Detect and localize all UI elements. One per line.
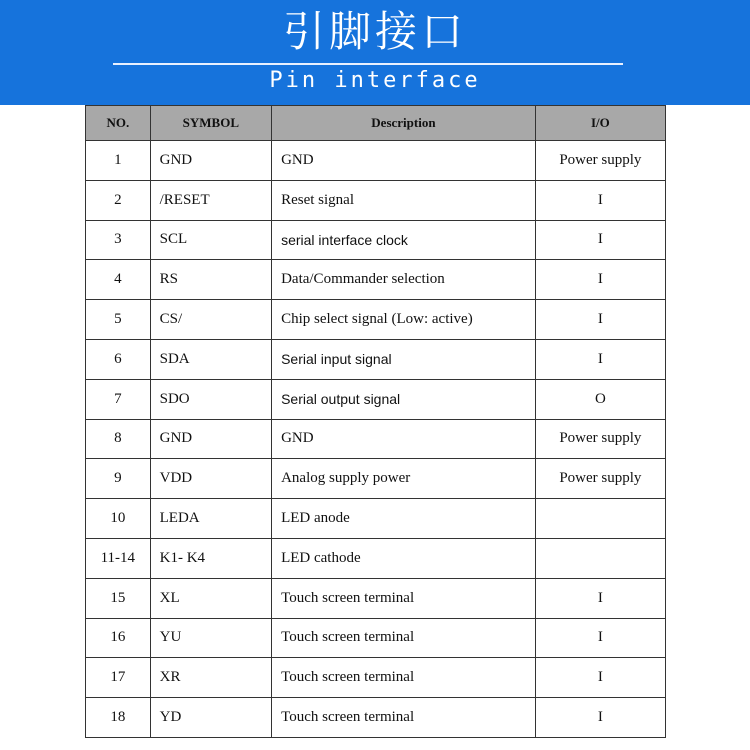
- pin-table: [85, 105, 666, 738]
- table-row: [86, 300, 666, 340]
- cell-no: 4: [86, 260, 151, 300]
- cell-no: 5: [86, 300, 151, 340]
- cell-symbol: LEDA: [150, 499, 271, 539]
- table-row: [86, 339, 666, 379]
- cell-no: 3: [86, 220, 151, 260]
- cell-symbol: YD: [150, 698, 271, 738]
- cell-no: 11-14: [86, 538, 151, 578]
- cell-no: 2: [86, 180, 151, 220]
- cell-description: Touch screen terminal: [272, 698, 536, 738]
- cell-description: Serial input signal: [272, 339, 536, 379]
- cell-io: Power supply: [535, 419, 665, 459]
- cell-symbol: GND: [150, 419, 271, 459]
- cell-symbol: YU: [150, 618, 271, 658]
- table-row: [86, 618, 666, 658]
- cell-description: Reset signal: [272, 180, 536, 220]
- cell-io: I: [535, 180, 665, 220]
- cell-symbol: SDA: [150, 339, 271, 379]
- cell-description: LED anode: [272, 499, 536, 539]
- cell-io: I: [535, 339, 665, 379]
- table-row: [86, 578, 666, 618]
- cell-description: LED cathode: [272, 538, 536, 578]
- table-row: [86, 419, 666, 459]
- cell-symbol: SCL: [150, 220, 271, 260]
- table-row: [86, 260, 666, 300]
- table-row: [86, 658, 666, 698]
- cell-no: 7: [86, 379, 151, 419]
- title-chinese: 引脚接口: [282, 7, 467, 56]
- title-english: Pin interface: [269, 68, 481, 93]
- cell-description: GND: [272, 419, 536, 459]
- cell-no: 9: [86, 459, 151, 499]
- table-row: [86, 220, 666, 260]
- cell-description: GND: [272, 141, 536, 181]
- table-row: [86, 180, 666, 220]
- cell-io: [535, 538, 665, 578]
- table-header-row: [86, 106, 666, 141]
- table-row: [86, 538, 666, 578]
- cell-description: Chip select signal (Low: active): [272, 300, 536, 340]
- table-row: [86, 499, 666, 539]
- cell-io: [535, 499, 665, 539]
- cell-io: I: [535, 578, 665, 618]
- cell-description: Touch screen terminal: [272, 578, 536, 618]
- cell-io: I: [535, 658, 665, 698]
- cell-symbol: VDD: [150, 459, 271, 499]
- col-header-description: Description: [272, 106, 536, 141]
- cell-no: 10: [86, 499, 151, 539]
- header-banner: [0, 0, 750, 105]
- cell-io: I: [535, 698, 665, 738]
- cell-io: O: [535, 379, 665, 419]
- col-header-io: I/O: [535, 106, 665, 141]
- table-row: [86, 141, 666, 181]
- cell-io: Power supply: [535, 141, 665, 181]
- cell-no: 15: [86, 578, 151, 618]
- cell-no: 17: [86, 658, 151, 698]
- cell-symbol: /RESET: [150, 180, 271, 220]
- cell-no: 18: [86, 698, 151, 738]
- cell-symbol: RS: [150, 260, 271, 300]
- cell-io: I: [535, 300, 665, 340]
- cell-io: I: [535, 260, 665, 300]
- cell-symbol: SDO: [150, 379, 271, 419]
- table-row: [86, 698, 666, 738]
- cell-symbol: CS/: [150, 300, 271, 340]
- divider: [113, 63, 623, 65]
- cell-no: 8: [86, 419, 151, 459]
- cell-io: I: [535, 220, 665, 260]
- cell-no: 1: [86, 141, 151, 181]
- table-row: [86, 459, 666, 499]
- cell-description: Serial output signal: [272, 379, 536, 419]
- col-header-no: NO.: [86, 106, 151, 141]
- cell-description: Touch screen terminal: [272, 658, 536, 698]
- cell-description: Touch screen terminal: [272, 618, 536, 658]
- cell-symbol: XL: [150, 578, 271, 618]
- cell-io: Power supply: [535, 459, 665, 499]
- cell-symbol: K1- K4: [150, 538, 271, 578]
- cell-no: 6: [86, 339, 151, 379]
- cell-symbol: GND: [150, 141, 271, 181]
- table-row: [86, 379, 666, 419]
- cell-description: Data/Commander selection: [272, 260, 536, 300]
- cell-no: 16: [86, 618, 151, 658]
- cell-description: Analog supply power: [272, 459, 536, 499]
- col-header-symbol: SYMBOL: [150, 106, 271, 141]
- cell-symbol: XR: [150, 658, 271, 698]
- cell-description: serial interface clock: [272, 220, 536, 260]
- cell-io: I: [535, 618, 665, 658]
